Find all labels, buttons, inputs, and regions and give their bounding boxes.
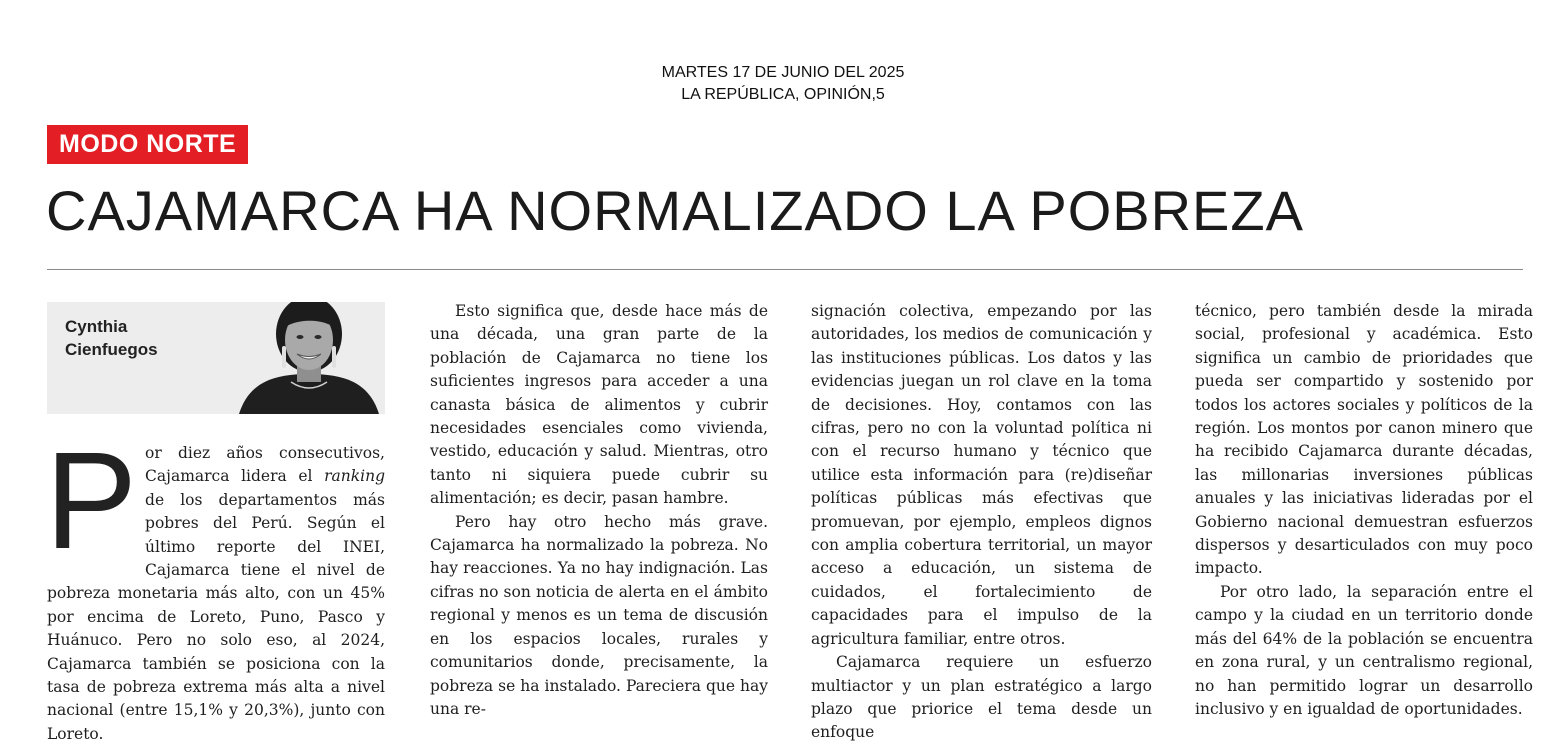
paragraph-2: Esto significa que, desde hace más de una década, una gran parte de la población de Cajamarca no tiene los suficientes ingresos para acceder a una canasta básica de alimentos y cubrir necesidades esenciales como vivienda, vestido, educación y salud. Mientras, otro tanto ni siquiera puede cubrir su alimentación; es decir, pasan hambre. <box>430 302 768 508</box>
paragraph-1-end: de los departamentos más pobres del Perú. Según el último reporte del INEI, Cajamarca tiene el nivel de pobreza monetaria más alto, con un 45% por encima de Loreto, Puno, Pasco y Huánuco. Pero no solo eso, al 2024, Cajamarca también se posiciona con la tasa de pobreza extrema más alta a nivel nacional (entre 15,1% y 20,3%), junto con Loreto. <box>47 490 385 743</box>
paragraph-3-start: Pero hay otro hecho más grave. Cajamarca ha normalizado la pobreza. No hay reacciones. Ya no hay indignación. Las cifras no son noticia de alerta en el ámbito regional y menos es un tema de discusión en los espacios locales, rurales y comunitarios donde, precisamente, la pobreza se ha instalado. Pareciera que hay una re- <box>430 512 768 718</box>
italic-term: ranking <box>324 467 385 486</box>
publication-source: LA REPÚBLICA, OPINIÓN,5 <box>681 86 885 103</box>
publication-date: MARTES 17 DE JUNIO DEL 2025 <box>661 64 905 81</box>
author-name: Cynthia Cienfuegos <box>65 317 158 359</box>
article-title: CAJAMARCA HA NORMALIZADO LA POBREZA <box>46 179 1304 242</box>
column-4 <box>1195 300 1533 721</box>
dateline <box>0 62 1566 106</box>
section-tag: MODO NORTE <box>47 125 248 164</box>
column-3 <box>811 300 1152 745</box>
drop-cap: P <box>45 424 138 578</box>
paragraph-5: Por otro lado, la separación entre el campo y la ciudad en un territorio donde más del 64% de la población se encuentra en zona rural, y un centralismo regional, no han permitido lograr un desarrollo inclusivo y en igualdad de oportunidades. <box>1195 582 1533 718</box>
column-2 <box>430 300 768 721</box>
author-photo <box>219 302 385 414</box>
paragraph-4-end: técnico, pero también desde la mirada social, profesional y académica. Esto significa un cambio de prioridades que pueda ser compartido y sostenido por todos los actores sociales y políticos de la región. Los montos por canon minero que ha recibido Cajamarca durante décadas, las millonarias inversiones públicas anuales y las iniciativas lideradas por el Gobierno nacional demuestran esfuerzos dispersos y desarticulados con muy poco impacto. <box>1195 302 1533 578</box>
column-1 <box>45 424 385 746</box>
author-box <box>47 302 385 414</box>
paragraph-1-start: or diez años consecutivos, Cajamarca lidera el <box>145 444 385 486</box>
paragraph-3-end: signación colectiva, empezando por las autoridades, los medios de comunicación y las instituciones públicas. Los datos y las evidencias juegan un rol clave en la toma de decisiones. Hoy, contamos con las cifras, pero no con la voluntad política ni con el recurso humano y técnico que utilice esta información para (re)diseñar políticas públicas más efectivas que promuevan, por ejemplo, empleos dignos con amplia cobertura territorial, un mayor acceso a educación, un sistema de cuidados, el fortalecimiento de capacidades para el impulso de la agricultura familiar, entre otros. <box>811 302 1152 648</box>
paragraph-4-start: Cajamarca requiere un esfuerzo multiactor y un plan estratégico a largo plazo que priorice el tema desde un enfoque <box>811 653 1152 742</box>
divider <box>47 269 1523 270</box>
